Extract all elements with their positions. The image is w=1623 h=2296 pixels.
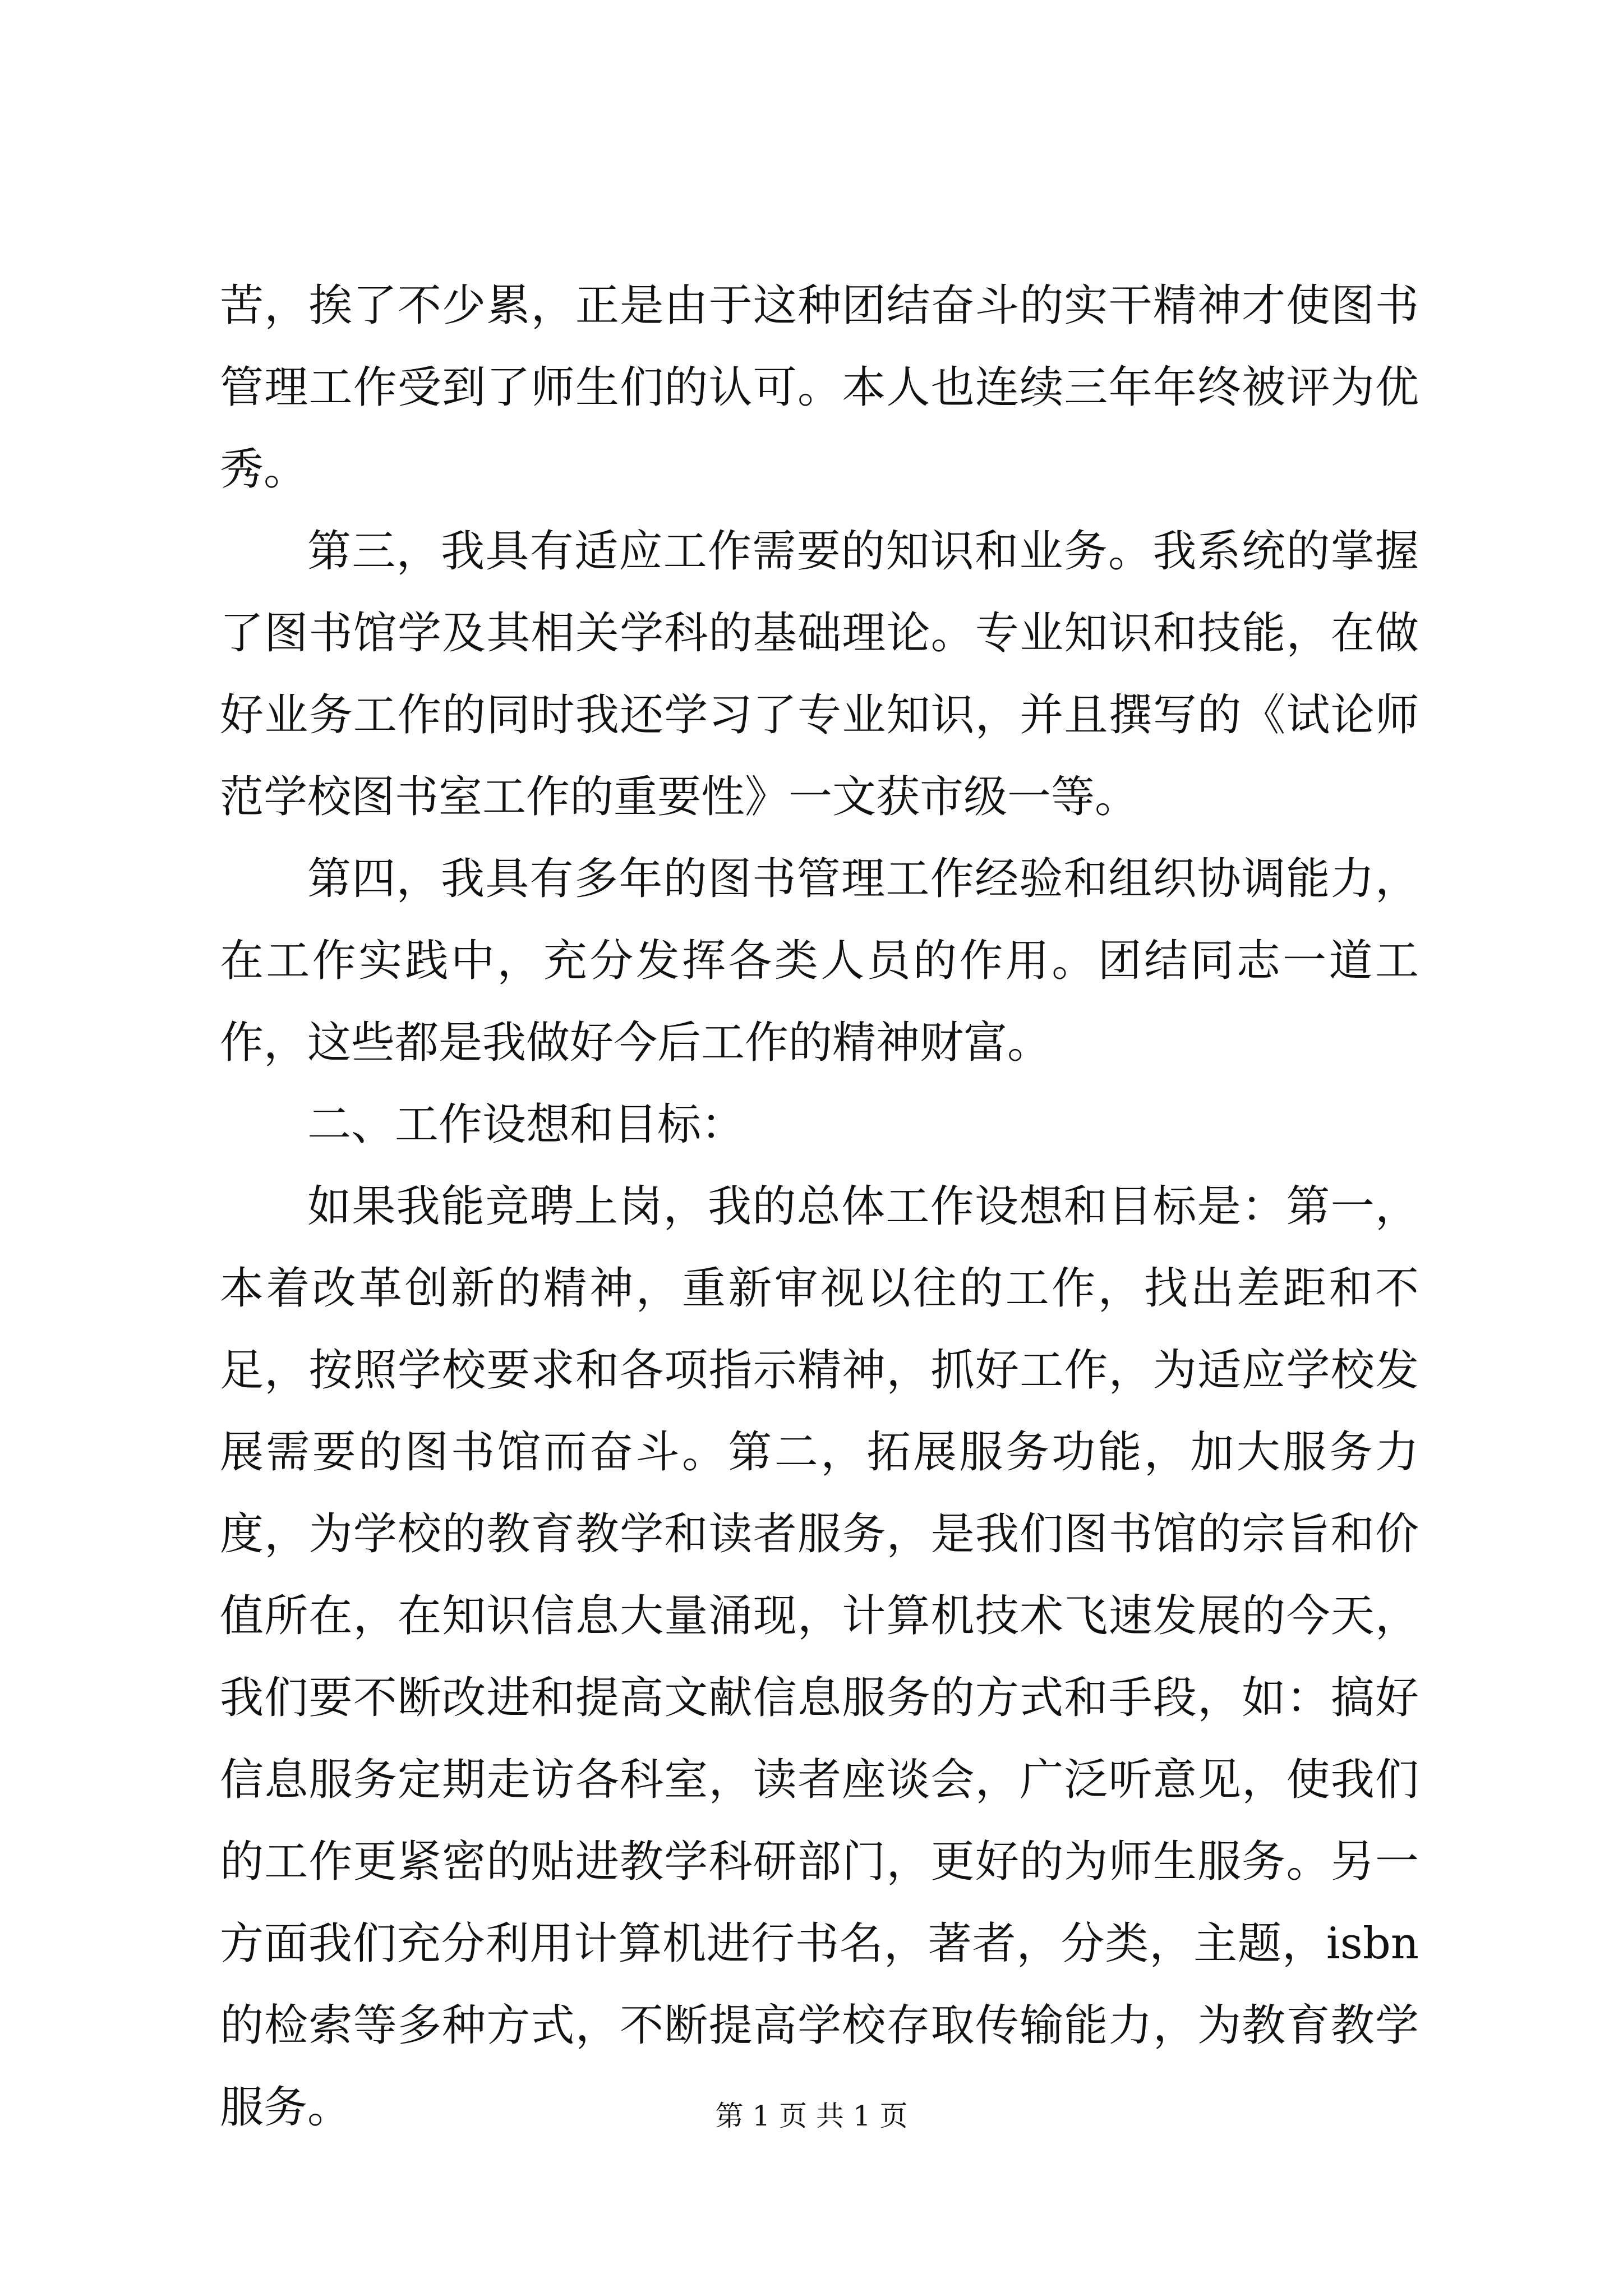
paragraph-continuation: 苦，挨了不少累，正是由于这种团结奋斗的实干精神才使图书管理工作受到了师生们的认可。本人也连续三年年终被评为优秀。 bbox=[220, 280, 1419, 495]
paragraph-third-point: 第三，我具有适应工作需要的知识和业务。我系统的掌握了图书馆学及其相关学科的基础理论。专业知识和技能，在做好业务工作的同时我还学习了专业知识，并且撰写的《试论师范学校图书室工作的重要性》一文获市级一等。 bbox=[220, 526, 1419, 822]
page-number-footer: 第 1 页 共 1 页 bbox=[715, 2100, 908, 2132]
paragraph-work-goals: 如果我能竞聘上岗，我的总体工作设想和目标是：第一，本着改革创新的精神，重新审视以往的工作，找出差距和不足，按照学校要求和各项指示精神，抓好工作，为适应学校发展需要的图书馆而奋斗。第二，拓展服务功能，加大服务力度，为学校的教育教学和读者服务，是我们图书馆的宗旨和价值所在，在知识信息大量涌现，计算机技术飞速发展的今天，我们要不断改进和提高文献信息服务的方式和手段，如：搞好信息服务定期走访各科室，读者座谈会，广泛听意见，使我们的工作更紧密的贴进教学科研部门，更好的为师生服务。另一方面我们充分利用计算机进行书名，著者，分类，主题，isbn的检索等多种方式，不断提高学校存取传输能力，为教育教学服务。 bbox=[220, 1181, 1419, 2133]
document-body bbox=[220, 265, 1419, 2148]
section-heading-work-plan: 二、工作设想和目标： bbox=[307, 1099, 745, 1150]
paragraph-fourth-point: 第四，我具有多年的图书管理工作经验和组织协调能力，在工作实践中，充分发挥各类人员的作用。团结同志一道工作，这些都是我做好今后工作的精神财富。 bbox=[220, 854, 1419, 1068]
